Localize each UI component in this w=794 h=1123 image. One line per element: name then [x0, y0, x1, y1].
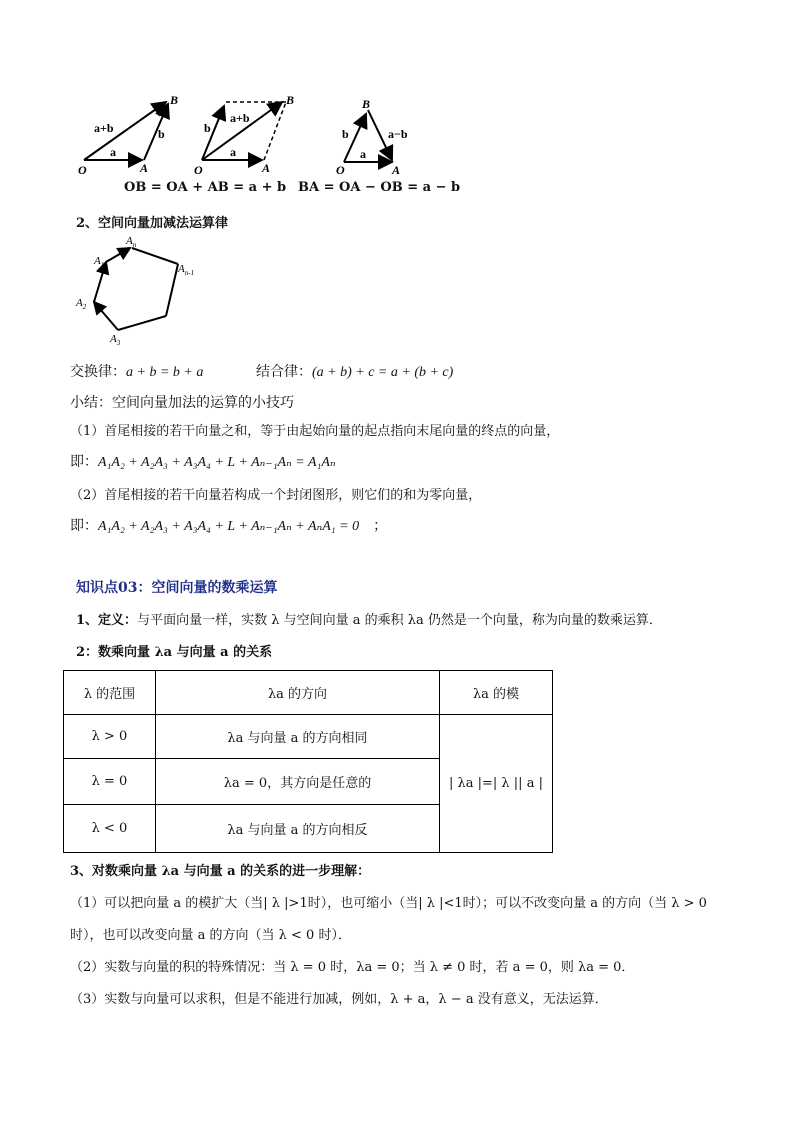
label-O: O [336, 163, 345, 177]
svg-text:An-1: $A_{n-1}$ [178, 263, 195, 277]
label-a: a [110, 145, 116, 159]
table-header-row [64, 671, 553, 715]
summary-point-2: （2）首尾相接的若干向量若构成一个封闭图形，则它们的和为零向量， [70, 488, 482, 503]
svg-text:A1: $A_1$ [94, 255, 105, 269]
summary-formula-2: 即：A₁A₂ + A₂A₃ + A₃A₄ + L + Aₙ₋₁Aₙ + AₙA₁ = 0 ； [70, 518, 388, 534]
label-A: A [262, 161, 271, 175]
modulus-cell: | λa |=| λ || a | [440, 715, 553, 853]
label-O: O [194, 163, 203, 177]
section-3-point-1a: （1）可以把向量 a 的模扩大（当| λ |>1时），也可缩小（当| λ |<1时）；可以不改变向量 a 的方向（当 λ > 0 [70, 896, 707, 911]
relation-title: 2：数乘向量 λa 与向量 a 的关系 [76, 645, 273, 660]
table-row [64, 715, 553, 759]
section-3-point-1b: 时），也可以改变向量 a 的方向（当 λ < 0 时）． [70, 928, 351, 943]
knowledge-point-title: 知识点03：空间向量的数乘运算 [76, 580, 278, 596]
header-cell: λa 的模 [440, 671, 553, 715]
label-A: A [140, 161, 149, 175]
label-A: A [392, 163, 401, 177]
section-3-title: 3、对数乘向量 λa 与向量 a 的关系的进一步理解： [70, 864, 371, 879]
svg-text:A2: $A_2$ [76, 297, 87, 311]
svg-text:An: $A_n$ [126, 235, 137, 249]
label-B: B [286, 93, 295, 107]
commutative-law: 交换律：a + b = b + a [70, 364, 204, 380]
label-b: b [204, 121, 211, 135]
summary-title: 小结：空间向量加法的运算的小技巧 [70, 395, 294, 411]
label-a-plus-b: a+b [230, 111, 250, 125]
definition-line: 1、定义：与平面向量一样，实数 λ 与空间向量 a 的乘积 λa 仍然是一个向量，称为向量的数乘运算． [76, 613, 662, 628]
associative-law: 结合律：(a + b) + c = a + (b + c) [256, 364, 454, 380]
label-B: B [362, 97, 371, 111]
label-a-plus-b: a+b [94, 121, 114, 135]
table-cell: λa 与向量 a 的方向相同 [156, 715, 440, 759]
label-B: B [170, 93, 179, 107]
summary-formula-1: 即：A₁A₂ + A₂A₃ + A₃A₄ + L + Aₙ₋₁Aₙ = A₁Aₙ [70, 454, 336, 470]
section-3-point-2: （2）实数与向量的积的特殊情况：当 λ = 0 时，λa = 0；当 λ ≠ 0 时，若 a = 0，则 λa = 0． [70, 960, 635, 975]
summary-point-1: （1）首尾相接的若干向量之和，等于由起始向量的起点指向末尾向量的终点的向量， [70, 424, 560, 439]
header-cell: λa 的方向 [156, 671, 440, 715]
table-cell: λ < 0 [64, 805, 156, 853]
label-a: a [230, 145, 236, 159]
label-b: b [158, 127, 165, 141]
scalar-multiplication-table [63, 670, 553, 853]
fig1-caption: OB = OA + AB = a + b [124, 180, 287, 195]
label-a: a [360, 147, 366, 161]
label-O: O [78, 163, 87, 177]
table-cell: λ > 0 [64, 715, 156, 759]
section-3-point-3: （3）实数与向量可以求积，但是不能进行加减，例如，λ + a，λ − a 没有意义，无法运算． [70, 992, 608, 1007]
label-a-minus-b: a−b [388, 127, 408, 141]
table-cell: λa = 0，其方向是任意的 [156, 759, 440, 805]
table-cell: λ = 0 [64, 759, 156, 805]
label-b: b [342, 127, 349, 141]
header-cell: λ 的范围 [64, 671, 156, 715]
table-cell: λa 与向量 a 的方向相反 [156, 805, 440, 853]
svg-text:A3: $A_3$ [110, 333, 121, 346]
section-2-title: 2、空间向量加减法运算律 [76, 216, 229, 231]
vector-subtraction-triangle-figure [330, 96, 430, 186]
fig3-caption: BA = OA − OB = a − b [298, 180, 461, 195]
closed-polygon-figure [70, 234, 220, 346]
